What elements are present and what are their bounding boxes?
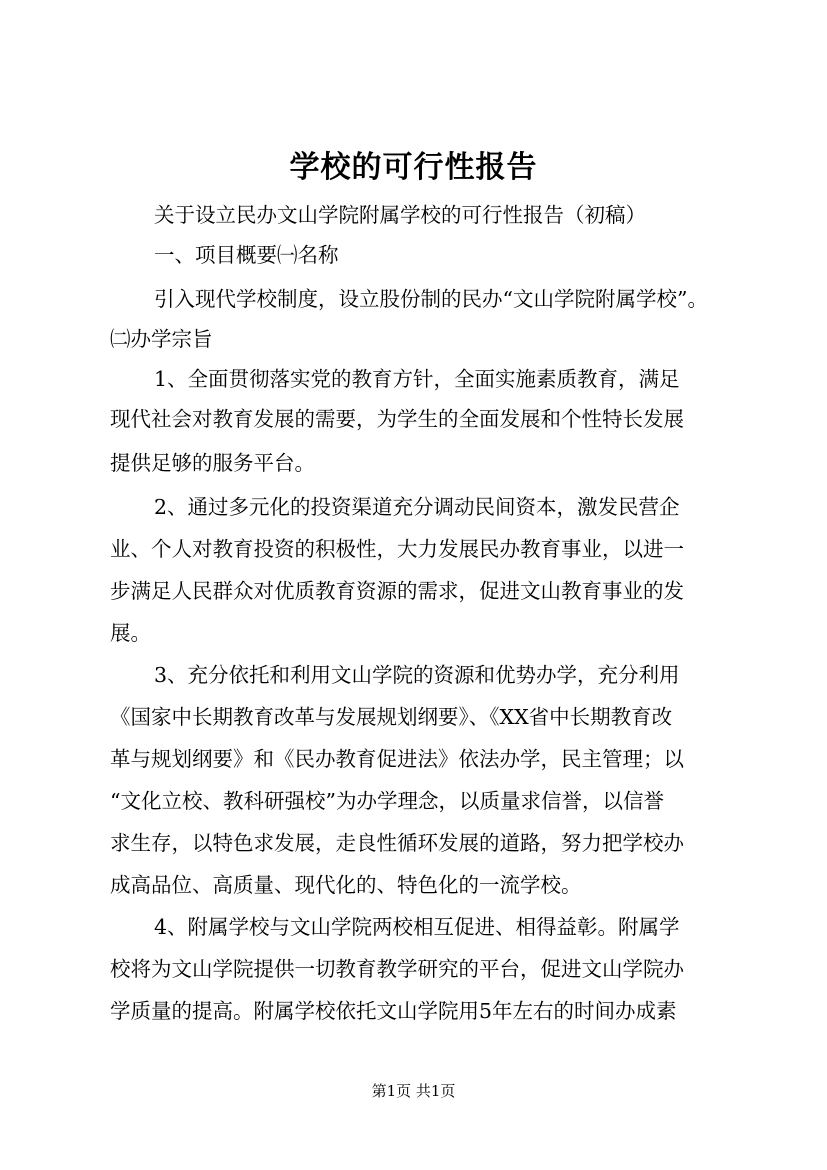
body-line: 引入现代学校制度，设立股份制的民办“文山学院附属学校”。	[154, 287, 708, 311]
body-line: 4、附属学校与文山学院两校相互促进、相得益彰。附属学	[154, 915, 680, 939]
body-line: 2、通过多元化的投资渠道充分调动民间资本，激发民营企	[154, 495, 680, 519]
body-line: 成高品位、高质量、现代化的、特色化的一流学校。	[110, 873, 582, 897]
body-line: ㈡办学宗旨	[110, 327, 213, 351]
body-line: 革与规划纲要》和《民办教育促进法》依法办学，民主管理；以	[110, 747, 684, 771]
body-line: 现代社会对教育发展的需要，为学生的全面发展和个性特长发展	[110, 407, 684, 431]
body-line: 业、个人对教育投资的积极性，大力发展民办教育事业，以进一	[110, 537, 684, 561]
page-footer: 第1页 共1页	[371, 1082, 456, 1100]
body-line: 展。	[110, 621, 151, 645]
body-line: “文化立校、教科研强校”为办学理念，以质量求信誉，以信誉	[110, 789, 664, 813]
body-line: 1、全面贯彻落实党的教育方针，全面实施素质教育，满足	[154, 367, 680, 391]
body-line: 一、项目概要㈠名称	[154, 243, 339, 267]
body-line: 步满足人民群众对优质教育资源的需求，促进文山教育事业的发	[110, 579, 684, 603]
document-title: 学校的可行性报告	[289, 150, 538, 185]
body-line: 3、充分依托和利用文山学院的资源和优势办学，充分利用	[154, 663, 680, 687]
body-line: 提供足够的服务平台。	[110, 451, 315, 475]
body-line: 学质量的提高。附属学校依托文山学院用5年左右的时间办成素	[110, 999, 677, 1023]
body-line: 校将为文山学院提供一切教育教学研究的平台，促进文山学院办	[110, 957, 684, 981]
body-line: 《国家中长期教育改革与发展规划纲要》、《XX省中长期教育改	[110, 705, 673, 729]
body-line: 求生存，以特色求发展，走良性循环发展的道路，努力把学校办	[110, 831, 684, 855]
body-line: 关于设立民办文山学院附属学校的可行性报告（初稿）	[154, 203, 646, 227]
